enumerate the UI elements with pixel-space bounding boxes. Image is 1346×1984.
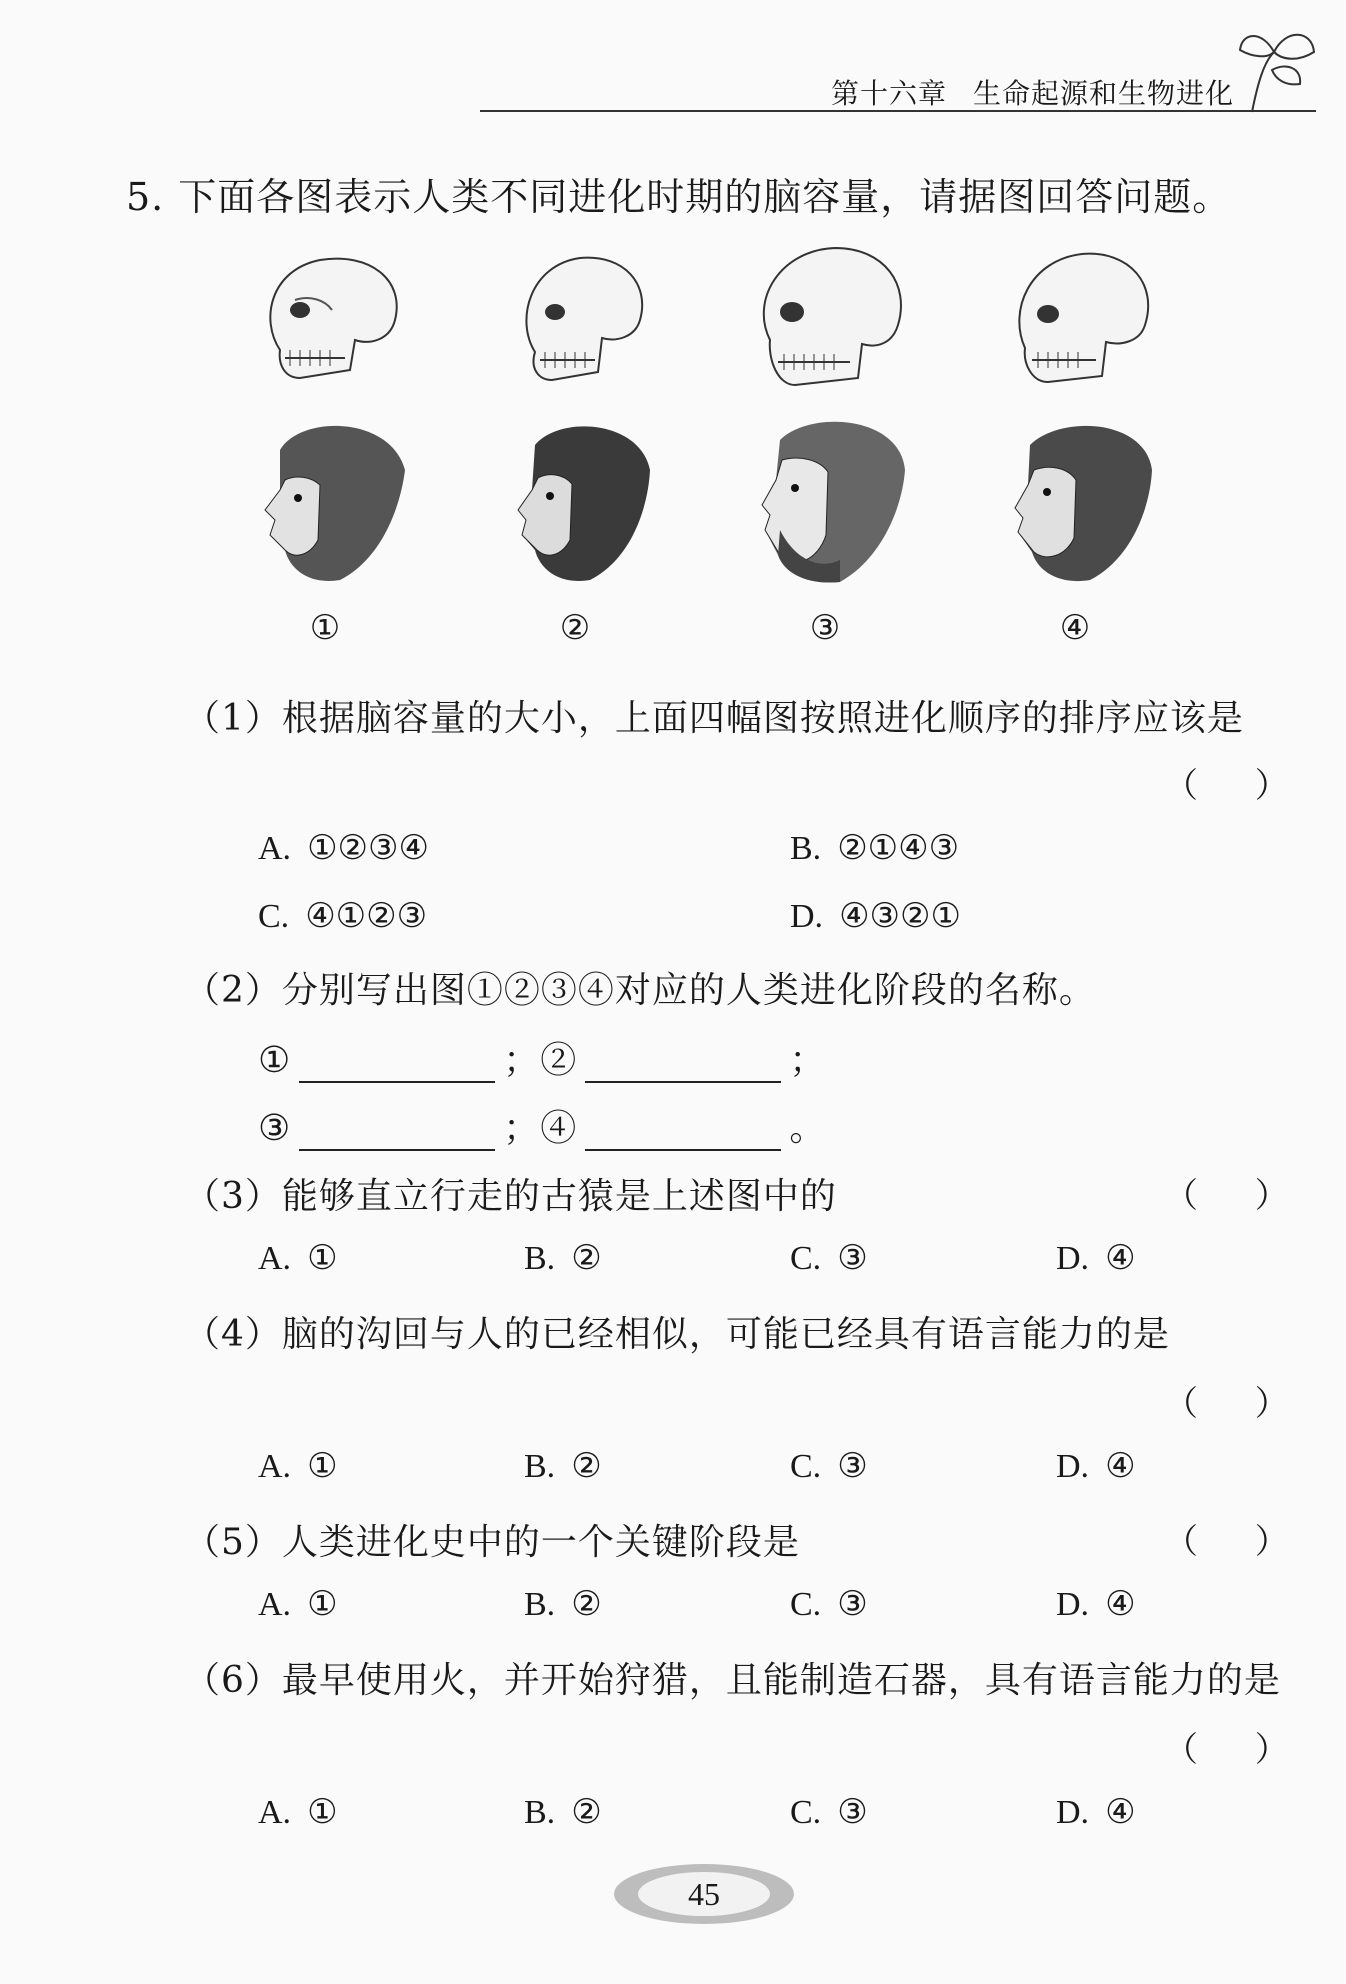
- figure-column-4: [980, 230, 1170, 650]
- head-illustration-2: [490, 410, 660, 585]
- option-4a[interactable]: A. ①: [258, 1446, 338, 1486]
- sub-question-6: （6）最早使用火，并开始狩猎，且能制造石器，具有语言能力的是: [184, 1660, 1281, 1701]
- option-5d[interactable]: D. ④: [1056, 1584, 1136, 1624]
- answer-paren-4[interactable]: （ ）: [1164, 1384, 1289, 1424]
- figure-label-3: ③: [809, 608, 841, 648]
- chapter-header: [831, 72, 1234, 112]
- option-5b[interactable]: B. ②: [524, 1584, 602, 1624]
- head-illustration-4: [990, 410, 1160, 585]
- sub-question-4: （4）脑的沟回与人的已经相似，可能已经具有语言能力的是: [184, 1314, 1170, 1355]
- answer-blank-2[interactable]: [585, 1047, 781, 1083]
- blank-row-1: ① ；② ；: [258, 1040, 827, 1081]
- figure-column-3: [730, 230, 920, 650]
- skull-illustration-3: [740, 240, 910, 390]
- page-number-badge: [612, 1862, 796, 1926]
- option-6d[interactable]: D. ④: [1056, 1792, 1136, 1832]
- question-number: 5.: [126, 175, 165, 219]
- skull-illustration-1: [240, 240, 410, 390]
- blank-row-2: ③ ；④ 。: [258, 1108, 827, 1149]
- question-text: 下面各图表示人类不同进化时期的脑容量，请据图回答问题。: [178, 175, 1232, 219]
- head-illustration-3: [740, 410, 910, 585]
- header-rule: [480, 110, 1316, 112]
- option-3b[interactable]: B. ②: [524, 1238, 602, 1278]
- sub-question-3: （3）能够直立行走的古猿是上述图中的: [184, 1176, 837, 1217]
- question-stem: [126, 166, 1231, 221]
- option-4c[interactable]: C. ③: [790, 1446, 868, 1486]
- skull-illustration-4: [990, 240, 1160, 390]
- option-3c[interactable]: C. ③: [790, 1238, 868, 1278]
- answer-paren-6[interactable]: （ ）: [1164, 1730, 1289, 1770]
- option-1b[interactable]: B. ②①④③: [790, 828, 960, 868]
- option-6c[interactable]: C. ③: [790, 1792, 868, 1832]
- sub-question-5: （5）人类进化史中的一个关键阶段是: [184, 1522, 800, 1563]
- skull-illustration-2: [490, 240, 660, 390]
- leaf-icon: [1234, 22, 1320, 118]
- answer-paren-3[interactable]: （ ）: [1164, 1176, 1289, 1216]
- page-number: 45: [688, 1876, 720, 1912]
- figure-label-2: ②: [559, 608, 591, 648]
- figure-column-2: [480, 230, 670, 650]
- sub-question-1: （1）根据脑容量的大小，上面四幅图按照进化顺序的排序应该是: [184, 698, 1244, 739]
- figure-label-1: ①: [309, 608, 341, 648]
- chapter-title: 生命起源和生物进化: [972, 77, 1234, 110]
- option-4d[interactable]: D. ④: [1056, 1446, 1136, 1486]
- option-5c[interactable]: C. ③: [790, 1584, 868, 1624]
- answer-paren-5[interactable]: （ ）: [1164, 1522, 1289, 1562]
- head-illustration-1: [240, 410, 410, 585]
- figure-label-4: ④: [1059, 608, 1091, 648]
- option-1a[interactable]: A. ①②③④: [258, 828, 429, 868]
- answer-blank-4[interactable]: [585, 1115, 781, 1151]
- answer-blank-3[interactable]: [299, 1115, 495, 1151]
- figure-column-1: [230, 230, 420, 650]
- evolution-figure: [230, 230, 1190, 650]
- option-4b[interactable]: B. ②: [524, 1446, 602, 1486]
- option-3a[interactable]: A. ①: [258, 1238, 338, 1278]
- option-6a[interactable]: A. ①: [258, 1792, 338, 1832]
- answer-paren-1[interactable]: （ ）: [1164, 766, 1289, 806]
- sub-question-2: （2）分别写出图①②③④对应的人类进化阶段的名称。: [184, 970, 1096, 1011]
- option-3d[interactable]: D. ④: [1056, 1238, 1136, 1278]
- option-5a[interactable]: A. ①: [258, 1584, 338, 1624]
- option-6b[interactable]: B. ②: [524, 1792, 602, 1832]
- answer-blank-1[interactable]: [299, 1047, 495, 1083]
- chapter-number: 第十六章: [830, 77, 947, 110]
- option-1d[interactable]: D. ④③②①: [790, 896, 961, 936]
- option-1c[interactable]: C. ④①②③: [258, 896, 428, 936]
